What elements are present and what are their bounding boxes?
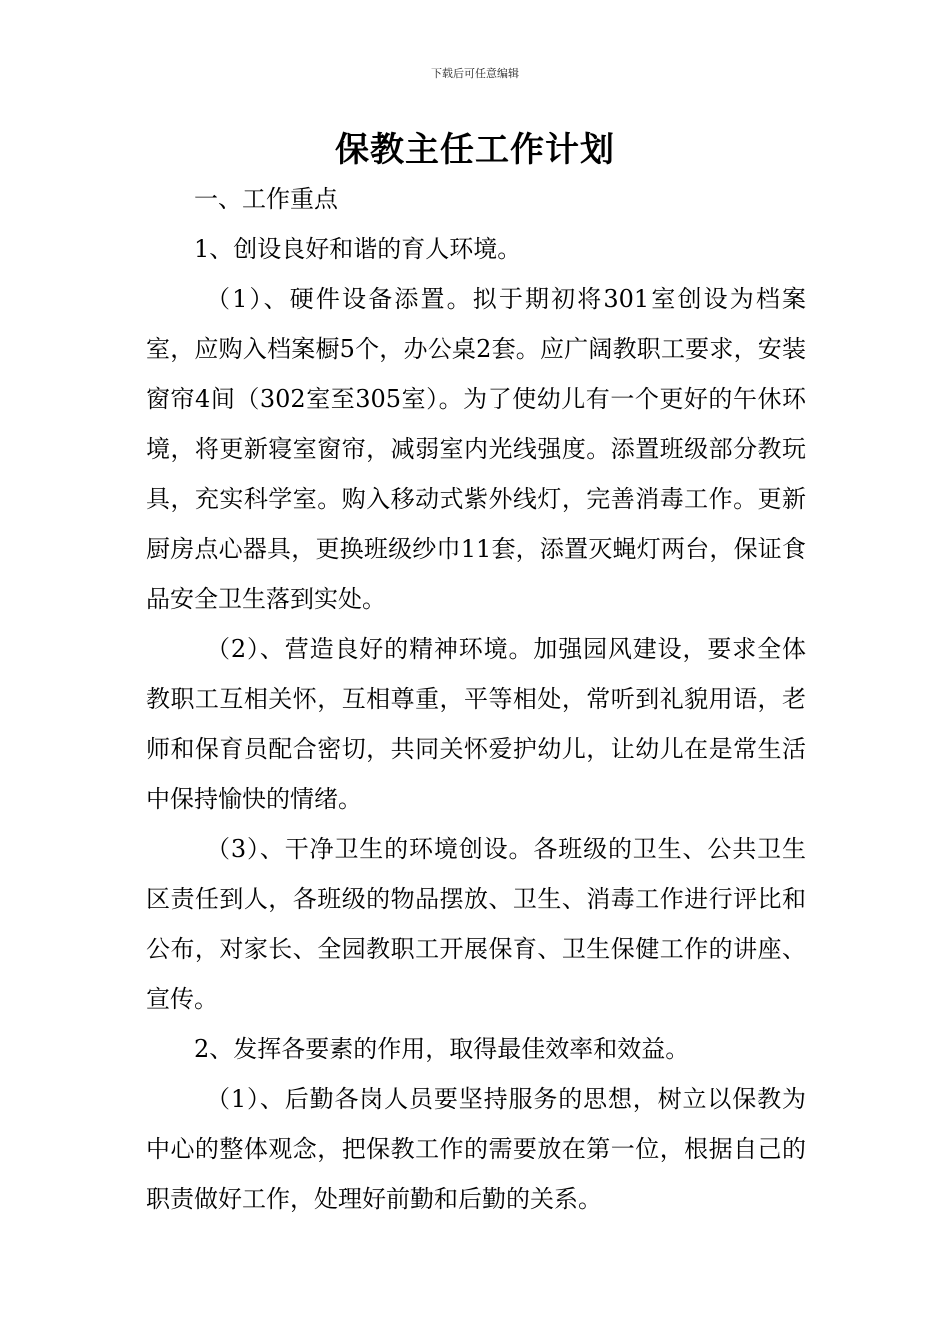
paragraph: （2）、营造良好的精神环境。加强园风建设，要求全体教职工互相关怀，互相尊重，平等相处，常听到礼貌用语，老师和保育员配合密切，共同关怀爱护幼儿，让幼儿在是常生活中保持愉快的情绪。 [146, 635, 806, 813]
item-heading: 1、创设良好和谐的育人环境。 [194, 235, 522, 263]
paragraph: （3）、干净卫生的环境创设。各班级的卫生、公共卫生区责任到人，各班级的物品摆放、卫生、消毒工作进行评比和公布，对家长、全园教职工开展保育、卫生保健工作的讲座、宣传。 [146, 835, 806, 1013]
document-title: 保教主任工作计划 [335, 130, 615, 170]
paragraph: （1）、后勤各岗人员要坚持服务的思想，树立以保教为中心的整体观念，把保教工作的需要放在第一位，根据自己的职责做好工作，处理好前勤和后勤的关系。 [146, 1085, 806, 1213]
section-heading: 一、工作重点 [194, 185, 338, 213]
item-heading: 2、发挥各要素的作用，取得最佳效率和效益。 [194, 1035, 690, 1063]
header-note: 下载后可任意编辑 [431, 67, 519, 80]
paragraph: （1）、硬件设备添置。拟于期初将301室创设为档案室，应购入档案橱5个，办公桌2套。应广阔教职工要求，安装窗帘4间（302室至305室）。为了使幼儿有一个更好的午休环境，将更新寝室窗帘，减弱室内光线强度。添置班级部分教玩具，充实科学室。购入移动式紫外线灯，完善消毒工作。更新厨房点心器具，更换班级纱巾11套，添置灭蝇灯两台，保证食品安全卫生落到实处。 [146, 285, 806, 613]
document-body [146, 174, 806, 1224]
